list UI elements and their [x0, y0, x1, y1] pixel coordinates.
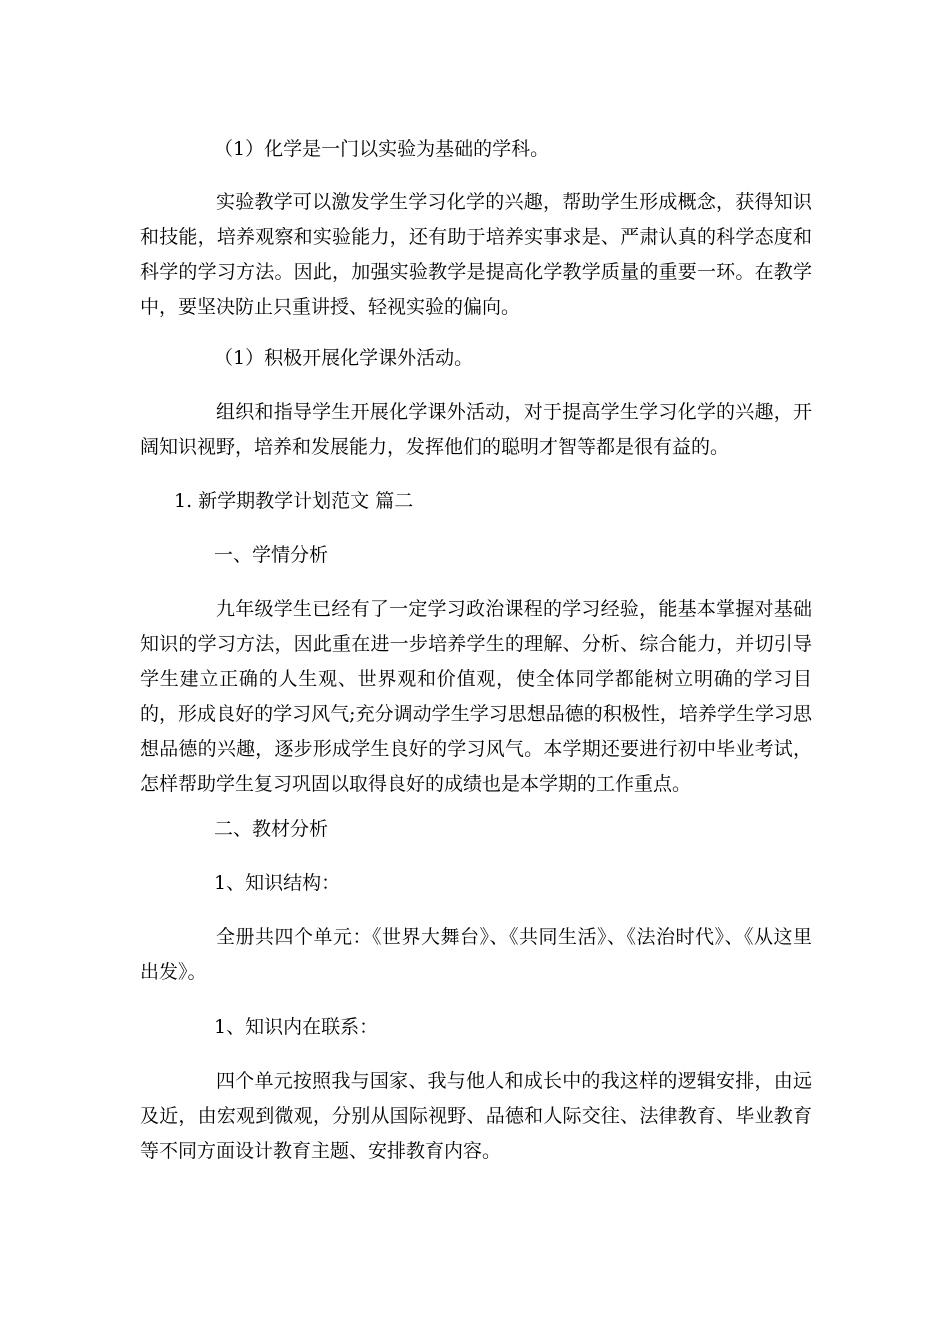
heading-experiment-basis: （1）化学是一门以实验为基础的学科。 — [214, 138, 550, 160]
heading-knowledge-structure: 1、知识结构： — [214, 872, 341, 894]
section-title-part-two: 1. 新学期教学计划范文 篇二 — [174, 490, 414, 512]
paragraph-knowledge-structure: 全册共四个单元：《世界大舞台》、《共同生活》、《法治时代》、《从这里出发》。 — [140, 926, 812, 983]
heading-extracurricular: （1）积极开展化学课外活动。 — [214, 347, 474, 369]
paragraph-knowledge-relations: 四个单元按照我与国家、我与他人和成长中的我这样的逻辑安排，由远及近，由宏观到微观，分别从国际视野、品德和人际交往、法律教育、毕业教育等不同方面设计教育主题、安排教育内容。 — [140, 1070, 812, 1162]
heading-textbook-analysis: 二、教材分析 — [214, 818, 329, 840]
paragraph-student-analysis: 九年级学生已经有了一定学习政治课程的学习经验，能基本掌握对基础知识的学习方法，因此重在进一步培养学生的理解、分析、综合能力，并切引导学生建立正确的人生观、世界观和价值观，使全体同学都能树立明确的学习目的，形成良好的学习风气;充分调动学生学习思想品德的积极性，培养学生学习思想品德的兴趣，逐步形成学生良好的学习风气。本学期还要进行初中毕业考试，怎样帮助学生复习巩固以取得良好的成绩也是本学期的工作重点。 — [140, 598, 812, 795]
heading-knowledge-relations: 1、知识内在联系： — [214, 1016, 379, 1038]
paragraph-extracurricular: 组织和指导学生开展化学课外活动，对于提高学生学习化学的兴趣，开阔知识视野，培养和发展能力，发挥他们的聪明才智等都是很有益的。 — [140, 401, 812, 458]
paragraph-experiment-teaching: 实验教学可以激发学生学习化学的兴趣，帮助学生形成概念，获得知识和技能，培养观察和实验能力，还有助于培养实事求是、严肃认真的科学态度和科学的学习方法。因此，加强实验教学是提高化学教学质量的重要一环。在教学中，要坚决防止只重讲授、轻视实验的偏向。 — [140, 191, 812, 318]
heading-student-analysis: 一、学情分析 — [214, 544, 329, 566]
